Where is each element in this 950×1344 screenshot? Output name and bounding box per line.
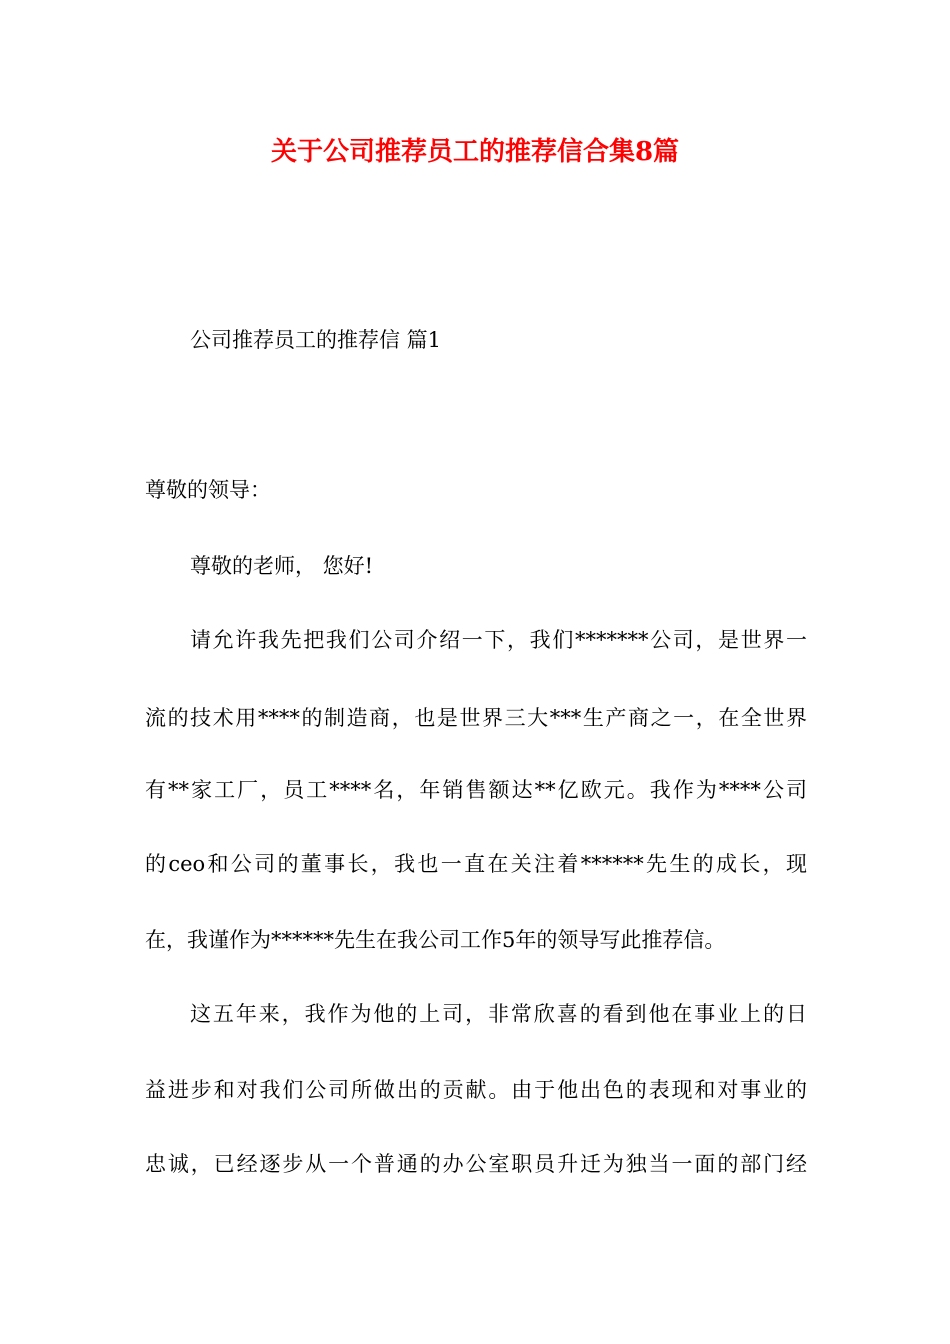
section-heading: 公司推荐员工的推荐信 篇1 — [190, 328, 442, 352]
body-line: 这五年来，我作为他的上司，非常欣喜的看到他在事业上的日 — [190, 1002, 807, 1026]
body-line: 尊敬的老师， 您好! — [190, 554, 374, 578]
body-line: 益进步和对我们公司所做出的贡献。由于他出色的表现和对事业的 — [145, 1078, 807, 1102]
body-line: 有**家工厂，员工****名，年销售额达**亿欧元。我作为****公司 — [145, 778, 807, 802]
body-line: 在，我谨作为******先生在我公司工作5年的领导写此推荐信。 — [145, 928, 726, 952]
body-line: 流的技术用****的制造商，也是世界三大***生产商之一，在全世界 — [145, 706, 807, 730]
salutation: 尊敬的领导： — [145, 478, 271, 502]
page-title: 关于公司推荐员工的推荐信合集8篇 — [270, 137, 680, 167]
body-line: 请允许我先把我们公司介绍一下，我们*******公司，是世界一 — [190, 628, 807, 652]
body-line: 的ceo和公司的董事长，我也一直在关注着******先生的成长，现 — [145, 852, 807, 876]
body-line: 忠诚，已经逐步从一个普通的办公室职员升迁为独当一面的部门经 — [145, 1152, 807, 1176]
